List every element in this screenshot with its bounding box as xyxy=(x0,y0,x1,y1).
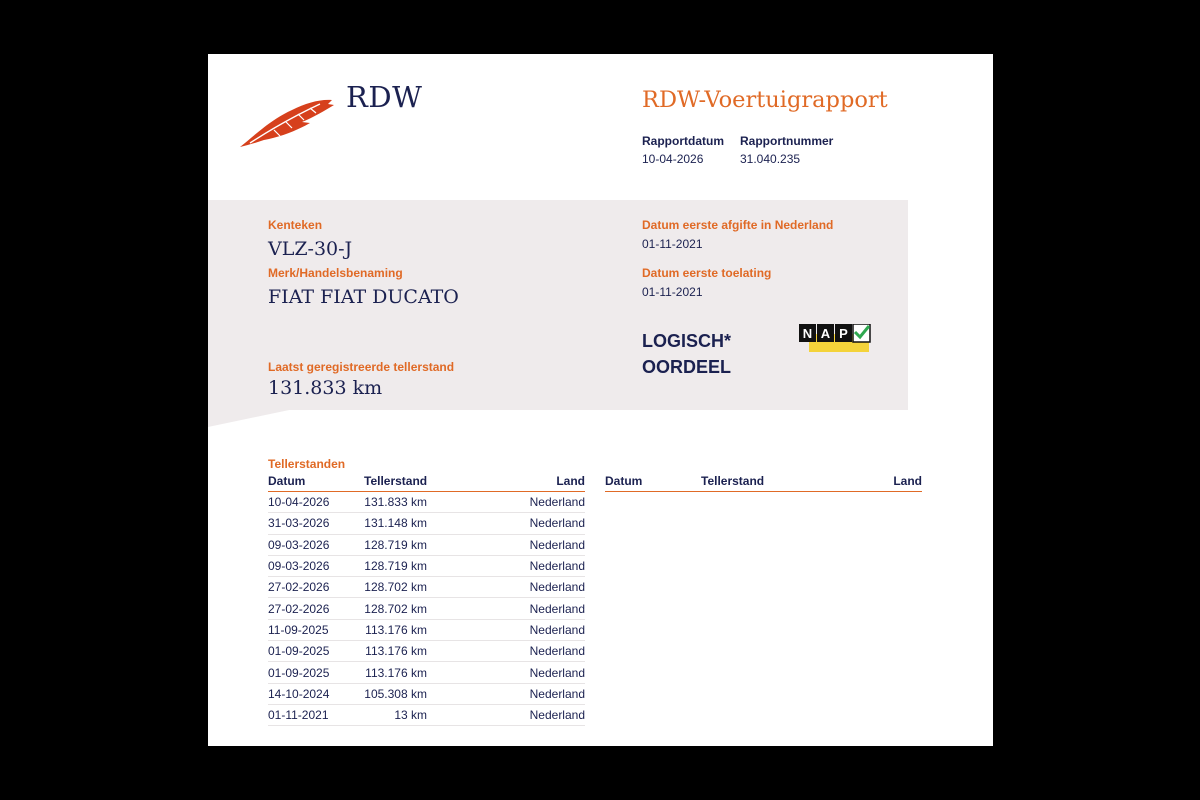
odometer-table-right xyxy=(605,474,922,492)
last-odometer-value: 131.833 km xyxy=(268,377,383,399)
nap-checkmark-badge-icon xyxy=(799,324,871,352)
row-date: 27-02-2026 xyxy=(268,601,330,616)
row-country: Nederland xyxy=(529,537,585,552)
row-odometer: 128.702 km xyxy=(364,601,427,616)
row-date: 11-09-2025 xyxy=(268,622,329,637)
row-country: Nederland xyxy=(529,686,585,701)
plate-value: VLZ-30-J xyxy=(268,238,353,260)
verdict-line-1: LOGISCH* xyxy=(642,331,732,351)
row-date: 01-11-2021 xyxy=(268,708,329,723)
nap-letter-p: P xyxy=(839,326,848,341)
report-number-label: Rapportnummer xyxy=(740,134,834,148)
column-header-odometer: Tellerstand xyxy=(364,474,428,488)
row-date: 01-09-2025 xyxy=(268,644,330,659)
odometer-table-left xyxy=(268,474,585,726)
nap-letter-a: A xyxy=(820,326,831,341)
column-header-country: Land xyxy=(556,474,585,488)
row-country: Nederland xyxy=(529,580,585,595)
nap-letter-n: N xyxy=(802,326,813,341)
row-odometer: 128.719 km xyxy=(364,537,427,552)
table-header xyxy=(605,474,922,492)
table-row xyxy=(268,556,585,577)
report-number: 31.040.235 xyxy=(740,152,801,166)
row-date: 31-03-2026 xyxy=(268,516,330,531)
row-odometer: 128.719 km xyxy=(364,559,427,574)
report-page xyxy=(208,54,993,746)
table-header xyxy=(268,474,585,492)
report-date: 10-04-2026 xyxy=(642,152,704,166)
row-odometer: 105.308 km xyxy=(364,686,427,701)
row-country: Nederland xyxy=(529,516,585,531)
row-date: 27-02-2026 xyxy=(268,580,330,595)
column-header-odometer: Tellerstand xyxy=(701,474,765,488)
row-odometer: 113.176 km xyxy=(365,622,427,637)
table-row xyxy=(268,641,585,662)
row-odometer: 131.148 km xyxy=(364,516,427,531)
table-row xyxy=(268,535,585,556)
table-row xyxy=(268,513,585,534)
row-country: Nederland xyxy=(529,622,585,637)
row-country: Nederland xyxy=(529,559,585,574)
row-country: Nederland xyxy=(529,708,585,723)
column-header-country: Land xyxy=(893,474,922,488)
org-name: RDW xyxy=(346,80,423,114)
table-row xyxy=(268,662,585,683)
report-date-label: Rapportdatum xyxy=(642,134,724,148)
row-odometer: 131.833 km xyxy=(364,495,427,510)
table-row xyxy=(268,705,585,726)
brand-value: FIAT FIAT DUCATO xyxy=(268,286,459,308)
table-row xyxy=(268,577,585,598)
summary-panel-tail xyxy=(208,409,294,427)
first-nl-label: Datum eerste afgifte in Nederland xyxy=(642,218,834,232)
table-row xyxy=(268,620,585,641)
verdict-line-2: OORDEEL xyxy=(642,357,732,377)
row-date: 10-04-2026 xyxy=(268,495,330,510)
rdw-feather-logo-icon xyxy=(240,94,335,150)
last-odometer-label: Laatst geregistreerde tellerstand xyxy=(268,360,455,374)
row-country: Nederland xyxy=(529,495,585,510)
row-odometer: 128.702 km xyxy=(364,580,427,595)
column-header-date: Datum xyxy=(268,474,306,488)
row-country: Nederland xyxy=(529,644,585,659)
table-body xyxy=(268,492,585,726)
report-title: RDW-Voertuigrapport xyxy=(642,87,888,113)
row-date: 14-10-2024 xyxy=(268,686,330,701)
brand-label: Merk/Handelsbenaming xyxy=(268,266,403,280)
row-date: 01-09-2025 xyxy=(268,665,330,680)
first-admission-label: Datum eerste toelating xyxy=(642,266,772,280)
plate-label: Kenteken xyxy=(268,218,323,232)
row-odometer: 113.176 km xyxy=(365,644,427,659)
row-odometer: 13 km xyxy=(394,708,427,723)
table-row xyxy=(268,684,585,705)
row-odometer: 113.176 km xyxy=(365,665,427,680)
table-row xyxy=(268,492,585,513)
first-admission-value: 01-11-2021 xyxy=(642,285,703,299)
odometer-verdict xyxy=(642,328,762,380)
row-country: Nederland xyxy=(529,601,585,616)
row-date: 09-03-2026 xyxy=(268,559,330,574)
first-nl-value: 01-11-2021 xyxy=(642,237,703,251)
row-country: Nederland xyxy=(529,665,585,680)
row-date: 09-03-2026 xyxy=(268,537,330,552)
column-header-date: Datum xyxy=(605,474,643,488)
odometer-section-title: Tellerstanden xyxy=(268,457,346,471)
table-row xyxy=(268,598,585,619)
